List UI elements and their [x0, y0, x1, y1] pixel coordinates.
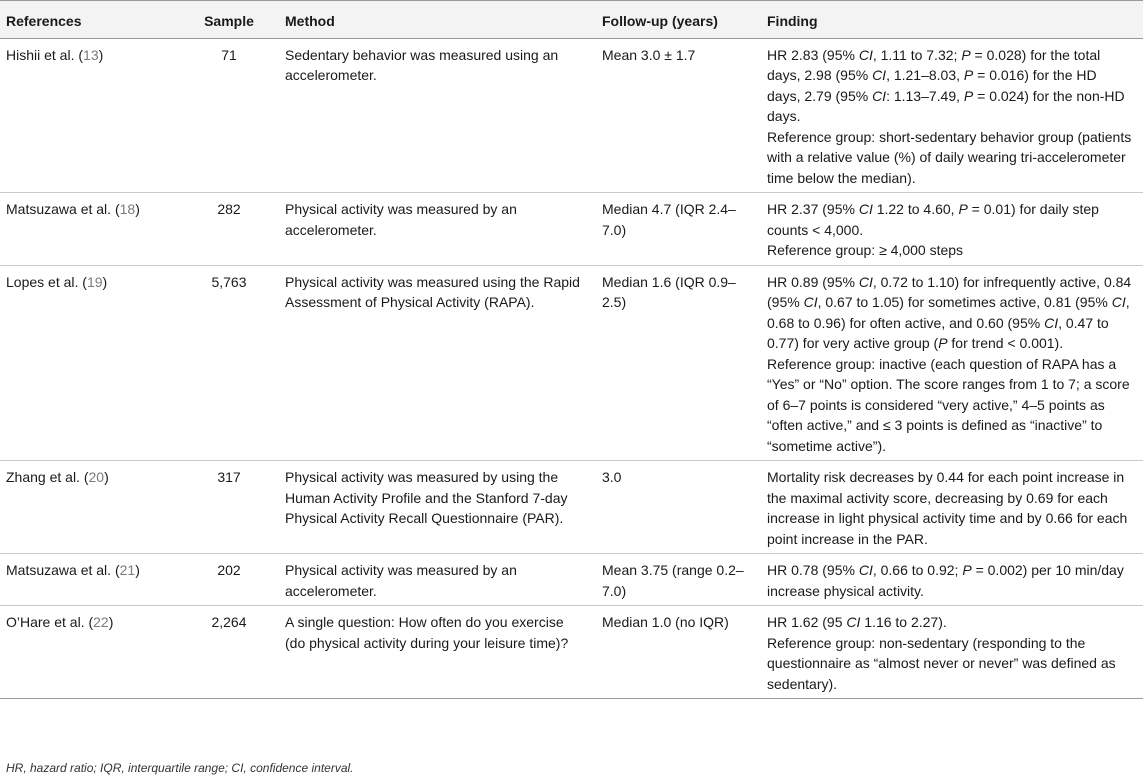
- cell-followup: 3.0: [596, 461, 761, 554]
- finding-text: HR 0.78 (95% CI, 0.66 to 0.92; P = 0.002) per 10 min/day increase physical activity.: [767, 562, 1124, 599]
- cell-finding: [761, 193, 1143, 266]
- cell-method: Physical activity was measured using the Rapid Assessment of Physical Activity (RAPA).: [279, 265, 596, 461]
- table-row: [0, 554, 1143, 606]
- cell-sample: 2,264: [183, 606, 279, 699]
- reference-group-text: Reference group: short-sedentary behavior group (patients with a relative value (%) of daily wearing tri-accelerometer time below the median).: [767, 128, 1132, 186]
- cell-sample: 202: [183, 554, 279, 606]
- table-row: [0, 193, 1143, 266]
- table-row: [0, 38, 1143, 193]
- reference-close: ): [102, 273, 108, 290]
- reference-link[interactable]: 22: [93, 614, 109, 630]
- header-row: [0, 1, 1143, 39]
- cell-method: Sedentary behavior was measured using an accelerometer.: [279, 38, 596, 193]
- cell-sample: 71: [183, 38, 279, 193]
- col-header-sample: Sample: [183, 1, 279, 39]
- reference-link[interactable]: 19: [86, 273, 103, 290]
- reference-author: Lopes et al. (: [6, 273, 87, 290]
- cell-reference: [0, 265, 183, 461]
- cell-reference: [0, 554, 183, 606]
- table-row: [0, 265, 1143, 461]
- finding-text: Mortality risk decreases by 0.44 for each point increase in the maximal activity score, decreasing by 0.69 for each increase in light physical activity time and by 0.66 for each point increase in the PAR.: [767, 469, 1128, 547]
- cell-followup: Median 4.7 (IQR 2.4–7.0): [596, 193, 761, 266]
- cell-reference: [0, 606, 183, 699]
- table-footnote: HR, hazard ratio; IQR, interquartile range; CI, confidence interval.: [6, 761, 354, 775]
- cell-followup: Median 1.0 (no IQR): [596, 606, 761, 699]
- reference-author: Matsuzawa et al. (: [6, 562, 120, 578]
- cell-followup: Mean 3.0 ± 1.7: [596, 38, 761, 193]
- finding-text: HR 2.37 (95% CI 1.22 to 4.60, P = 0.01) for daily step counts < 4,000.: [767, 201, 1099, 238]
- col-header-finding: Finding: [761, 1, 1143, 39]
- cell-sample: 317: [183, 461, 279, 554]
- cell-finding: [761, 265, 1143, 461]
- cell-sample: 5,763: [183, 265, 279, 461]
- table-row: [0, 461, 1143, 554]
- cell-followup: Median 1.6 (IQR 0.9–2.5): [596, 265, 761, 461]
- reference-link[interactable]: 18: [119, 201, 136, 217]
- reference-author: Zhang et al. (: [6, 469, 89, 485]
- cell-method: Physical activity was measured by an accelerometer.: [279, 193, 596, 266]
- cell-reference: [0, 461, 183, 554]
- reference-group-text: Reference group: inactive (each question of RAPA has a “Yes” or “No” option. The score ranges from 1 to 7; a score of 6–7 points is considered “very active,” 4–5 points as “often active,” and ≤ 3 points is defined as “inactive” to “sometime active”).: [767, 355, 1130, 454]
- reference-group-text: Reference group: ≥ 4,000 steps: [767, 242, 964, 258]
- cell-finding: [761, 38, 1143, 193]
- reference-link[interactable]: 13: [83, 46, 99, 63]
- reference-close: ): [98, 46, 104, 63]
- col-header-references: References: [0, 1, 183, 39]
- reference-group-text: Reference group: non-sedentary (responding to the questionnaire as “almost never or never” was defined as sedentary).: [767, 634, 1116, 692]
- col-header-followup: Follow-up (years): [596, 1, 761, 39]
- reference-link[interactable]: 20: [88, 469, 105, 485]
- reference-link[interactable]: 21: [119, 562, 136, 578]
- reference-close: ): [135, 562, 140, 578]
- reference-close: ): [135, 201, 140, 217]
- reference-author: O’Hare et al. (: [6, 614, 94, 630]
- cell-finding: [761, 461, 1143, 554]
- cell-method: Physical activity was measured by an accelerometer.: [279, 554, 596, 606]
- cell-reference: [0, 193, 183, 266]
- reference-author: Hishii et al. (: [6, 46, 84, 63]
- table-row: [0, 606, 1143, 699]
- finding-text: HR 1.62 (95 CI 1.16 to 2.27).: [767, 614, 947, 630]
- cell-sample: 282: [183, 193, 279, 266]
- reference-close: ): [104, 469, 109, 485]
- col-header-method: Method: [279, 1, 596, 39]
- reference-author: Matsuzawa et al. (: [6, 201, 120, 217]
- cell-followup: Mean 3.75 (range 0.2–7.0): [596, 554, 761, 606]
- cell-finding: [761, 606, 1143, 699]
- finding-text: HR 0.89 (95% CI, 0.72 to 1.10) for infrequently active, 0.84 (95% CI, 0.67 to 1.05) for sometimes active, 0.81 (95% CI, 0.68 to 0.96) for often active, and 0.60 (95% CI, 0.47 to 0.77) for very active group (P for trend < 0.001).: [767, 273, 1132, 351]
- cell-reference: [0, 38, 183, 193]
- cell-method: Physical activity was measured by using the Human Activity Profile and the Stanford 7-day Physical Activity Recall Questionnaire (PAR).: [279, 461, 596, 554]
- cell-finding: [761, 554, 1143, 606]
- cell-method: A single question: How often do you exercise (do physical activity during your leisure time)?: [279, 606, 596, 699]
- reference-close: ): [108, 614, 114, 630]
- finding-text: HR 2.83 (95% CI, 1.11 to 7.32; P = 0.028) for the total days, 2.98 (95% CI, 1.21–8.03, P = 0.016) for the HD days, 2.79 (95% CI: 1.13–7.49, P = 0.024) for the non-HD days.: [767, 46, 1125, 124]
